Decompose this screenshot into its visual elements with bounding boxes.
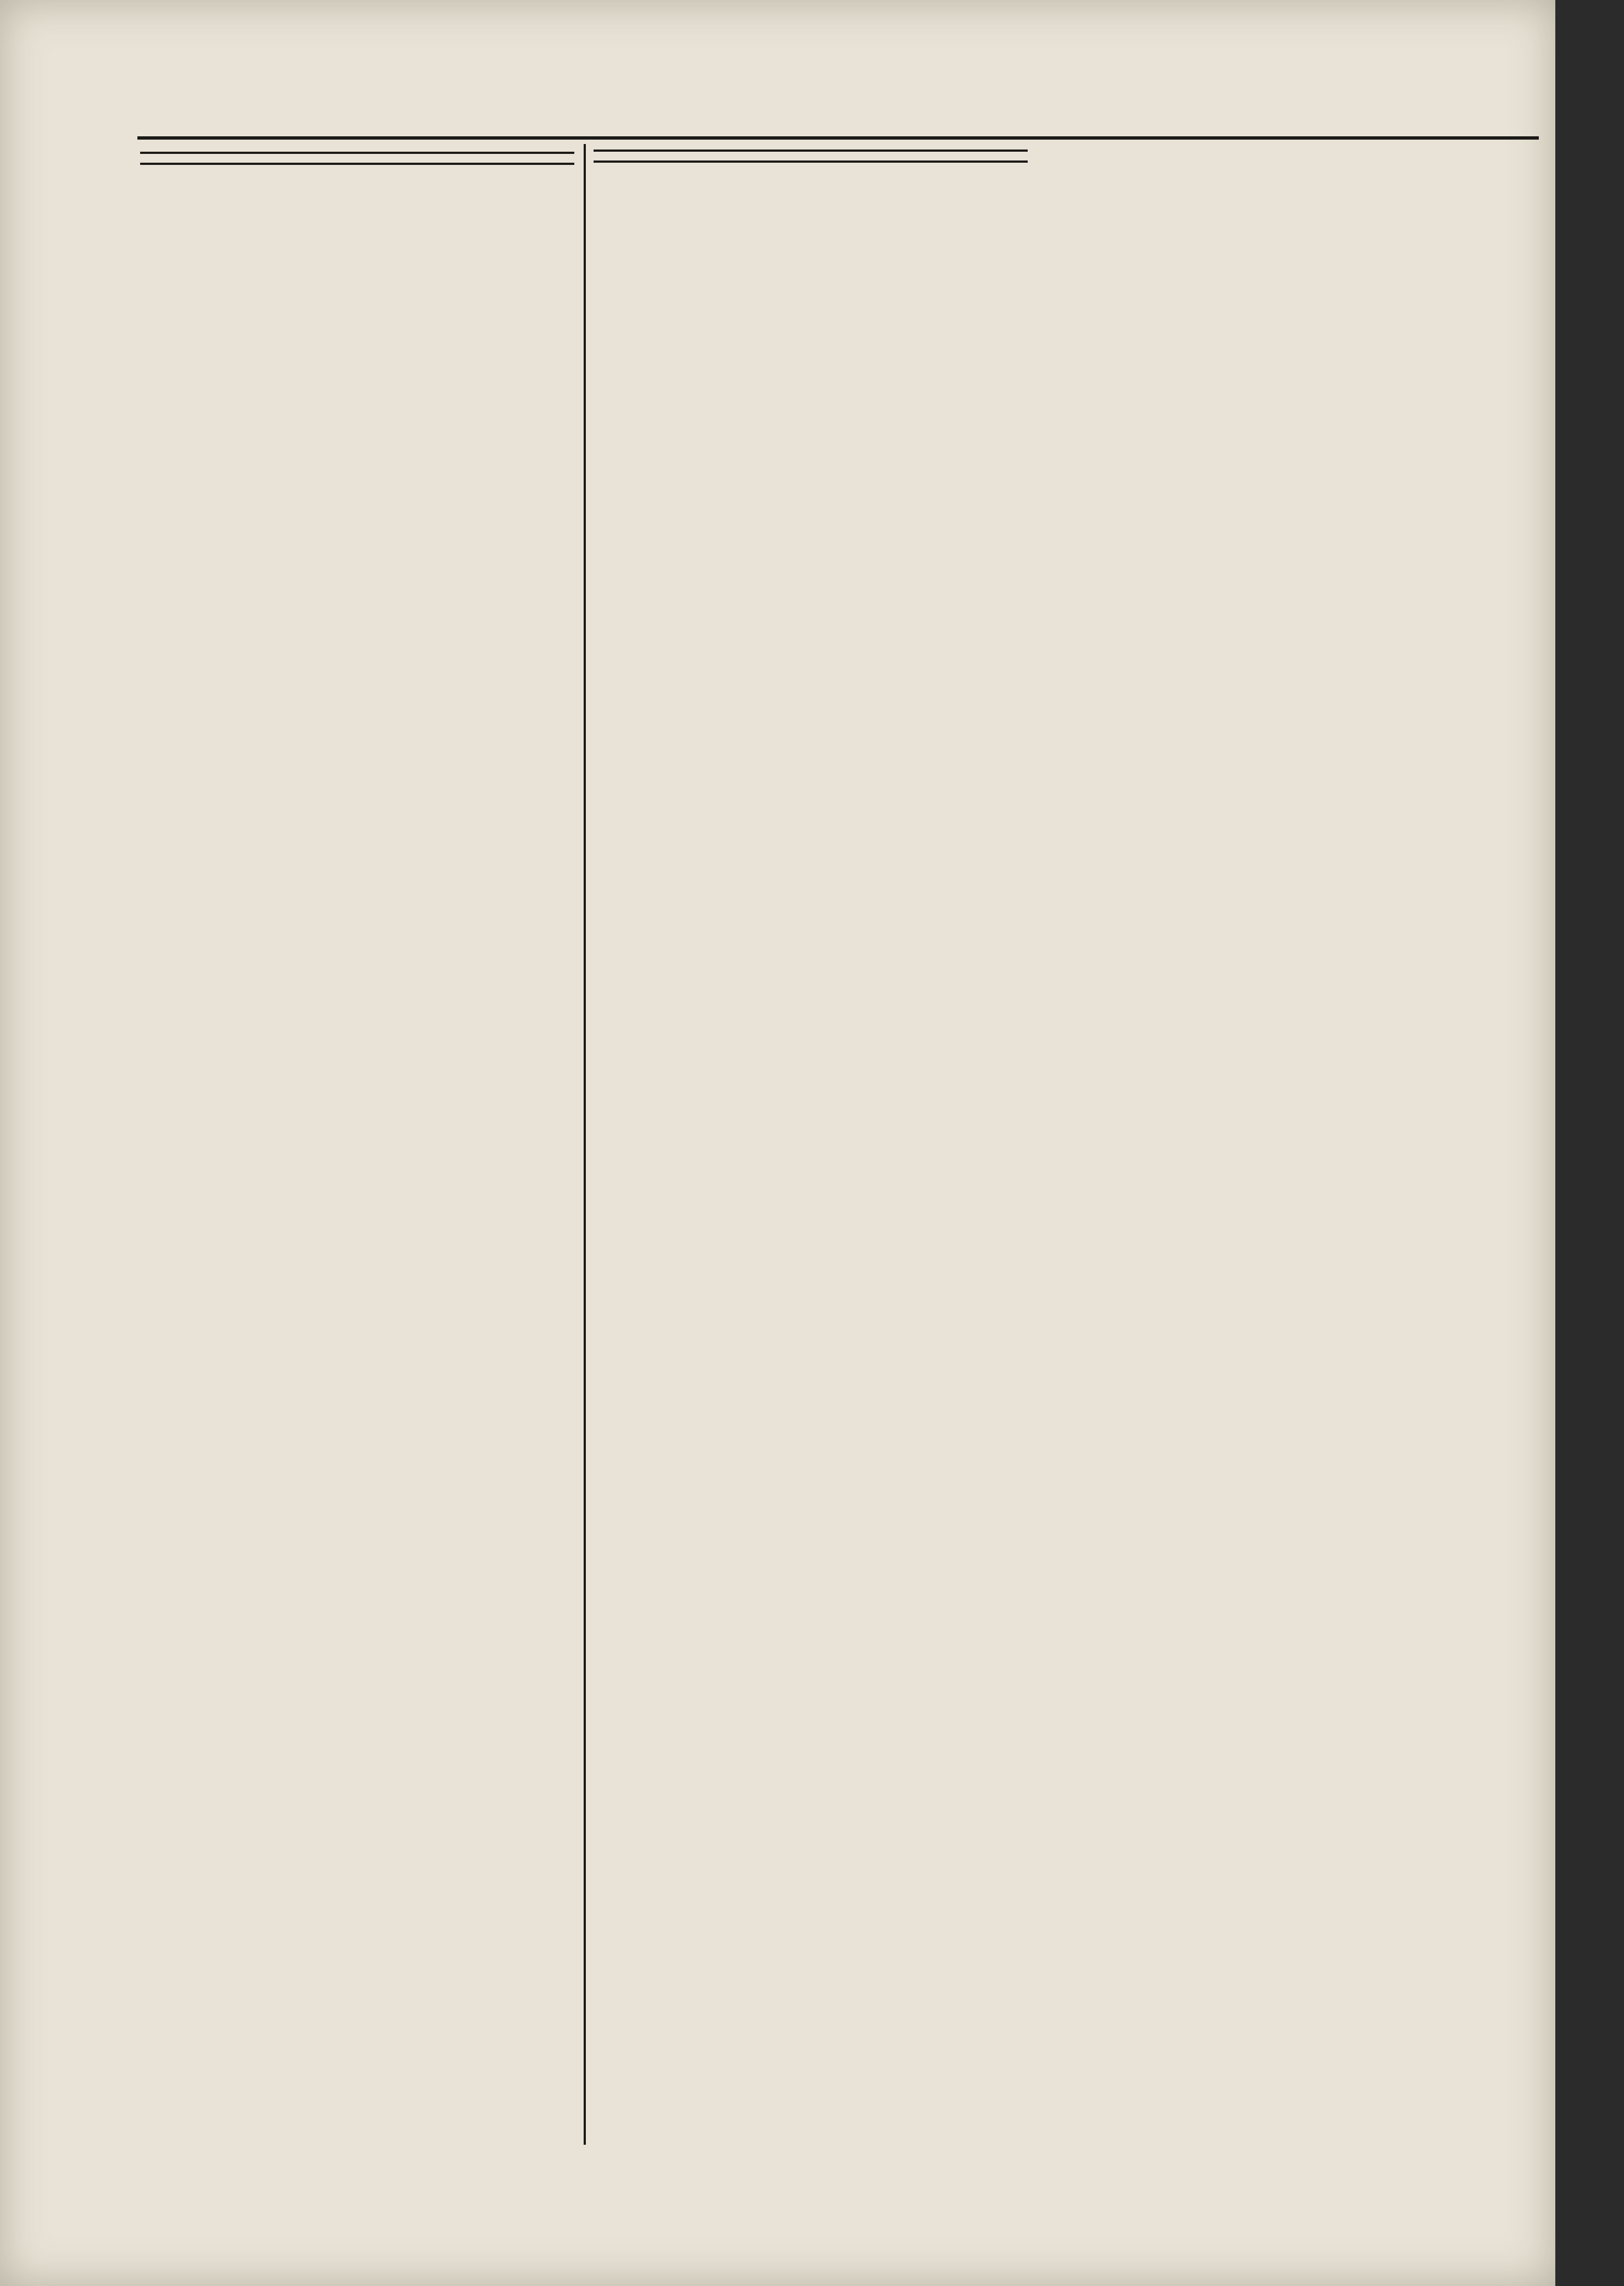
section-divider — [140, 163, 574, 165]
page-header — [140, 88, 1536, 132]
header-rule — [137, 136, 1539, 140]
column-rule — [584, 144, 586, 2145]
middle-column — [594, 144, 1028, 168]
section-divider — [140, 152, 574, 154]
left-column — [140, 144, 574, 174]
market-box — [594, 150, 1028, 163]
